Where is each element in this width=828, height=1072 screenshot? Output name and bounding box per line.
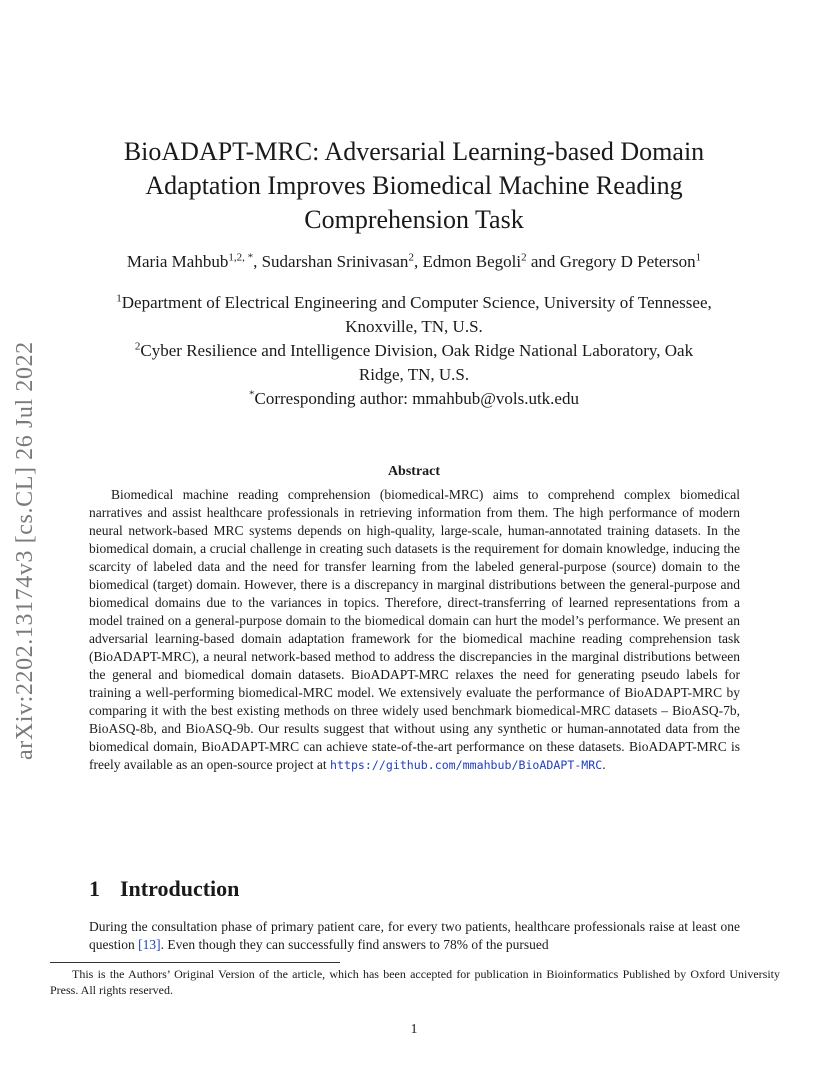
author-list: [60, 251, 768, 273]
github-link[interactable]: https://github.com/mmahbub/BioADAPT-MRC: [330, 758, 603, 772]
affiliation-1-line-1: Department of Electrical Engineering and Computer Science, University of Tennessee,: [121, 293, 712, 312]
intro-text-part-2: . Even though they can successfully find answers to 78% of the pursued: [160, 937, 549, 952]
intro-text-part-1: During the consultation phase of primary patient care, for every two patients, healthcare professionals raise at least one question: [89, 919, 740, 952]
affiliation-2-line-2: Ridge, TN, U.S.: [358, 365, 470, 384]
section-title: Introduction: [120, 876, 240, 901]
affiliation-1: [60, 291, 768, 339]
footnote-rule: [50, 962, 340, 963]
author-name: Maria Mahbub: [126, 252, 229, 271]
affiliation-marker: 2: [134, 340, 141, 353]
affiliation-2: [60, 339, 768, 387]
author-affiliation-marker: 1: [695, 251, 702, 264]
author-name: Sudarshan Srinivasan: [261, 252, 409, 271]
author-separator: ,: [413, 252, 423, 271]
footnote: [50, 966, 780, 998]
abstract-heading: Abstract: [387, 464, 441, 479]
title-line-2: Adaptation Improves Biomedical Machine Reading: [145, 171, 683, 200]
abstract-paragraph: [89, 486, 740, 774]
affiliation-marker: 1: [116, 292, 122, 305]
corresponding-author-text: Corresponding author: mmahbub@vols.utk.edu: [254, 389, 579, 408]
abstract-body: [89, 486, 740, 774]
author-separator: and: [526, 252, 560, 271]
section-number: 1: [89, 876, 100, 901]
footnote-text: This is the Authors’ Original Version of the article, which has been accepted for publication in Bioinformatics Published by Oxford University Press. All rights reserved.: [50, 967, 780, 997]
title-line-1: BioADAPT-MRC: Adversarial Learning-based Domain: [123, 137, 705, 166]
author-affiliation-marker: 1,2, *: [228, 251, 254, 264]
author-name: Gregory D Peterson: [559, 252, 696, 271]
abstract-period: .: [602, 757, 606, 772]
affiliation-1-line-2: Knoxville, TN, U.S.: [345, 317, 483, 336]
title-line-3: Comprehension Task: [304, 205, 524, 234]
corresponding-author: [60, 387, 768, 411]
citation-link[interactable]: [13]: [138, 937, 161, 952]
title-block: [60, 135, 768, 411]
intro-paragraph: [89, 918, 740, 954]
corresponding-marker: *: [249, 388, 255, 401]
arxiv-identifier-stamp: arXiv:2202.13174v3 [cs.CL] 26 Jul 2022: [12, 341, 38, 760]
author-affiliation-marker: 2: [521, 251, 527, 264]
author-affiliation-marker: 2: [408, 251, 414, 264]
section-heading: [89, 876, 239, 902]
introduction-text: [89, 918, 740, 954]
paper-title: [60, 135, 768, 237]
author-name: Edmon Begoli: [422, 252, 522, 271]
affiliation-2-line-1: Cyber Resilience and Intelligence Division, Oak Ridge National Laboratory, Oak: [140, 341, 694, 360]
author-separator: ,: [253, 252, 262, 271]
page-number: 1: [410, 1022, 418, 1037]
abstract-text: Biomedical machine reading comprehension (biomedical-MRC) aims to comprehend complex biomedical narratives and assist healthcare professionals in retrieving information from them. The high performance of modern neural network-based MRC systems depends on high-quality, large-scale, human-annotated training datasets. In the biomedical domain, a crucial challenge in creating such datasets is the requirement for domain knowledge, inducing the scarcity of labeled data and the need for transfer learning from the labeled general-purpose (source) domain to the biomedical (target) domain. However, there is a discrepancy in marginal distributions between the general-purpose and biomedical domains due to the variances in topics. Therefore, direct-transferring of learned representations from a model trained on a general-purpose domain to the biomedical domain can hurt the model’s performance. We present an adversarial learning-based domain adaptation framework for the biomedical machine reading comprehension task (BioADAPT-MRC), a neural network-based method to address the discrepancies in the marginal distributions between the general and biomedical domain datasets. BioADAPT-MRC relaxes the need for generating pseudo labels for training a well-performing biomedical-MRC model. We extensively evaluate the performance of BioADAPT-MRC by comparing it with the best existing methods on three widely used benchmark biomedical-MRC datasets – BioASQ-7b, BioASQ-8b, and BioASQ-9b. Our results suggest that without using any synthetic or human-annotated data from the biomedical domain, BioADAPT-MRC can achieve state-of-the-art performance on these datasets. BioADAPT-MRC is freely available as an open-source project at: [89, 487, 740, 772]
